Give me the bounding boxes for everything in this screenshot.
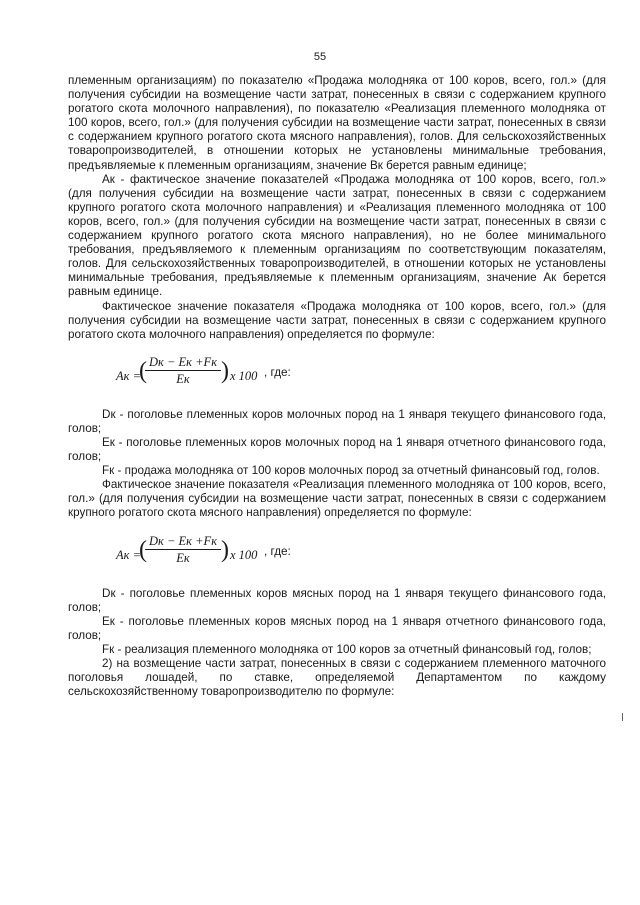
formula-2-close-paren: ) <box>221 536 229 563</box>
formula-2 <box>68 533 606 581</box>
definition-ek-dairy: Ек - поголовье племенных коров молочных пород на 1 января отчетного финансового года, голов; <box>68 435 606 464</box>
formula-1-lhs: Ак = <box>116 368 142 383</box>
formula-1-denominator: Ек <box>176 371 190 386</box>
formula-1-close-paren: ) <box>221 357 229 384</box>
formula-2-lhs: Ак = <box>116 547 142 562</box>
formula-2-open-paren: ( <box>139 536 147 563</box>
definition-fk-dairy: Fк - продажа молодняка от 100 коров молочных пород за отчетный финансовый год, голов. <box>102 464 600 478</box>
formula-2-numerator: Dк − Ек +Fк <box>145 533 221 550</box>
page-number: 55 <box>313 51 327 63</box>
formula-2-fraction <box>145 533 221 566</box>
formula-1-fraction <box>145 354 221 387</box>
definition-fk-beef: Fк - реализация племенного молодняка от 100 коров за отчетный финансовый год, голов; <box>102 642 592 656</box>
formula-1 <box>68 354 606 402</box>
formula-1-numerator: Dк − Ек +Fк <box>145 354 221 371</box>
paragraph-continuation: племенным организациям) по показателю «Продажа молодняка от 100 коров, всего, гол.» (для получения субсидии на возмещение части затрат, понесенных в связи с содержанием крупного рогатого скота молочного направления), по показателю «Реализация племенного молодняка от 100 коров, всего, гол.» (для получения субсидии на возмещение части затрат, понесенных в связи с содержанием крупного рогатого скота мясного направления), голов. Для сельскохозяйственных товаропроизводителей, в отношении которых не установлены минимальные требования, предъявляемые к племенным организациям, значение Вк берется равным единице; <box>68 74 606 172</box>
formula-1-open-paren: ( <box>139 357 147 384</box>
formula-1-where: , где: <box>264 365 291 379</box>
definition-ek-beef: Ек - поголовье племенных коров мясных пород на 1 января отчетного финансового года, голов; <box>68 614 606 642</box>
formula-1-multiplier: x 100 <box>230 368 258 383</box>
paragraph-formula2-intro: Фактическое значение показателя «Реализация племенного молодняка от 100 коров, всего, гол.» (для получения субсидии на возмещение части затрат, понесенных в связи с содержанием крупного рогатого скота мясного направления) определяется по формуле: <box>68 478 606 520</box>
formula-2-multiplier: x 100 <box>230 547 258 562</box>
document-body <box>68 74 606 699</box>
definition-dk-beef: Dк - поголовье племенных коров мясных пород на 1 января текущего финансового года, голов; <box>68 586 606 614</box>
formula-2-where: , где: <box>264 544 291 558</box>
paragraph-formula1-intro: Фактическое значение показателя «Продажа молодняка от 100 коров, всего, гол.» (для получения субсидии на возмещение части затрат, понесенных в связи с содержанием крупного рогатого скота молочного направления) определяется по формуле: <box>68 299 606 341</box>
paragraph-ak-definition: Ак - фактическое значение показателей «Продажа молодняка от 100 коров, всего, гол.» (для получения субсидии на возмещение части затрат, понесенных в связи с содержанием крупного рогатого скота молочного направления) и «Реализация племенного молодняка от 100 коров, всего, гол.» (для получения субсидии на возмещение части затрат, понесенных в связи с содержанием крупного рогатого скота мясного направления), но не более минимального требования, предъявляемого к племенным организациям по соответствующим показателям, голов. Для сельскохозяйственных товаропроизводителей, в отношении которых не установлены минимальные требования, предъявляемые к племенным организациям, значение Ак берется равным единице. <box>68 172 606 299</box>
formula-2-denominator: Ек <box>176 550 190 565</box>
paragraph-horses: 2) на возмещение части затрат, понесенных в связи с содержанием племенного маточного поголовья лошадей, по ставке, определяемой Департаментом по каждому сельскохозяйственному товаропроизводителю по формуле: <box>68 657 606 699</box>
definition-dk-dairy: Dк - поголовье племенных коров молочных пород на 1 января текущего финансового года, голов; <box>68 407 606 435</box>
margin-mark <box>622 713 623 721</box>
